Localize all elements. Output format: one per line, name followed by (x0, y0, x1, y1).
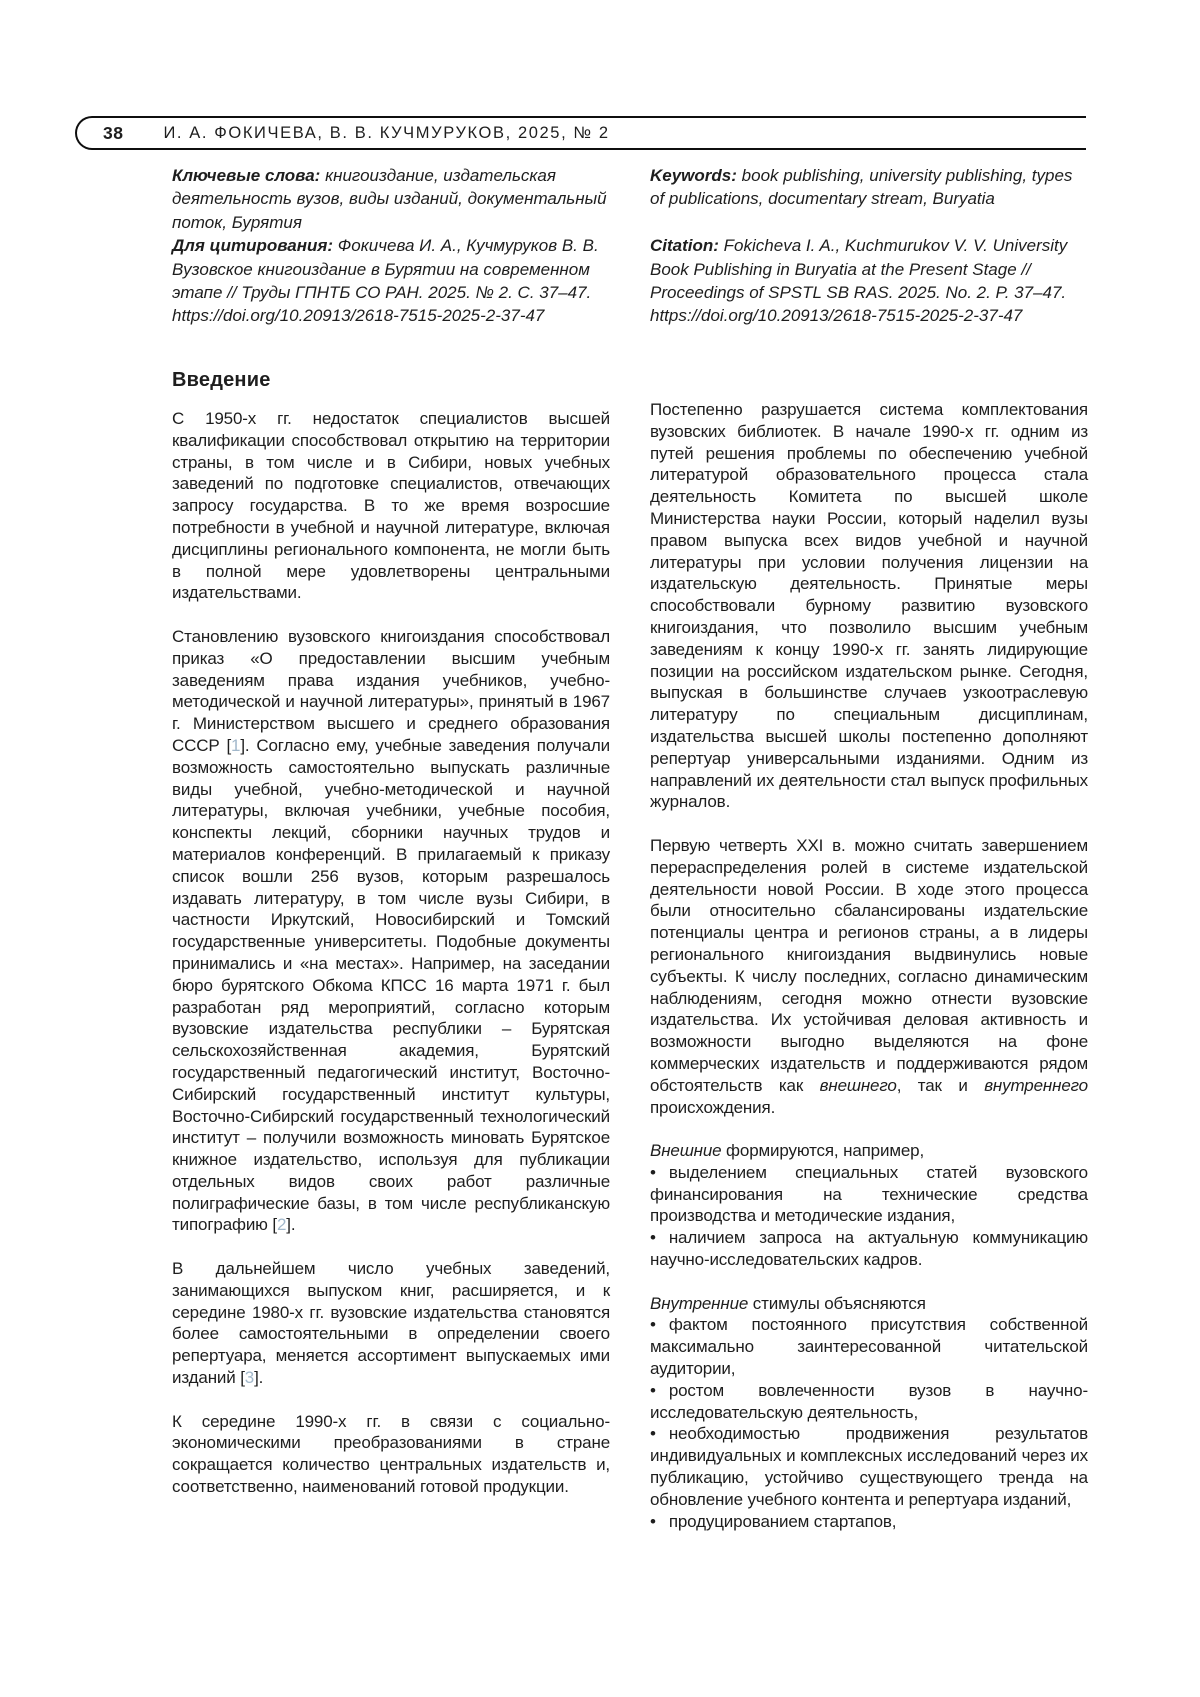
keywords-ru (172, 164, 610, 234)
bullet-item: • ростом вовлеченности вузов в научно-исследовательскую деятельность, (650, 1380, 1088, 1422)
section-heading: Введение (172, 369, 271, 391)
list-intro: Внешние формируются, например, (650, 1141, 925, 1161)
reference-link[interactable]: [1] (226, 735, 245, 755)
keywords-en-text: book publishing, university publishing, types of publications, documentary stream, Buryatia (650, 166, 1073, 209)
page-header (75, 116, 1086, 150)
citation-en (650, 234, 1088, 328)
left-column (172, 352, 610, 1532)
citation-en-text: Fokicheva I. A., Kuchmurukov V. V. University Book Publishing in Buryatia at the Present Stage // Proceedings of SPSTL SB RAS. 2025. No. 2. P. 37–47. https://doi.org/10.20913/2618-7515-2025-2-37-47 (650, 236, 1068, 326)
reference-link[interactable]: [3] (240, 1368, 259, 1388)
list-intro: Внутренние стимулы объясняются (650, 1293, 926, 1313)
keywords-en (650, 164, 1088, 211)
bullet-item: • наличием запроса на актуальную коммуникацию научно-исследовательских кадров. (650, 1228, 1088, 1270)
citation-ru (172, 234, 610, 328)
paragraph: К середине 1990-х гг. в связи с социально-экономическими преобразованиями в стране сокращается количество центральных издательств и, соответственно, наименований готовой продукции. (172, 1411, 610, 1497)
citation-ru-text: Фокичева И. А., Кучмуруков В. В. Вузовское книгоиздание в Бурятии на современном этапе // Труды ГПНТБ СО РАН. 2025. № 2. С. 37–47. https://doi.org/10.20913/2618-7515-2025-2-37-47 (172, 236, 599, 326)
meta-row (172, 164, 1088, 328)
paragraph: С 1950-х гг. недостаток специалистов высшей квалификации способствовал открытию на территории страны, в том числе и в Сибири, новых учебных заведений по подготовке специалистов, отвечающих запросу государства. В то же время возросшие потребности в учебной и научной литературе, включая дисциплины регионального компонента, не могли быть в полной мере удовлетворены центральными издательствами. (172, 409, 610, 603)
paragraph: Постепенно разрушается система комплектования вузовских библиотек. В начале 1990-х гг. одним из путей решения проблемы по обеспечению учебной литературой образовательного процесса стала деятельность Комитета по высшей школе Министерства науки России, который наделил вузы правом выпуска всех видов учебной и научной литературы при условии получения лицензии на издательскую деятельность. Принятые меры способствовали бурному развитию вузовского книгоиздания, что позволило высшим учебным заведениям к концу 1990-х гг. занять лидирующие позиции на российском издательском рынке. Сегодня, выпуская в большинстве случаев узкоотраслевую литературу по специальным дисциплинам, издательства высшей школы постепенно дополняют репертуар универсальными изданиями. Одним из направлений их деятельности стал выпуск профильных журналов. (650, 400, 1088, 812)
keywords-en-label: Keywords: (650, 166, 737, 185)
reference-link[interactable]: [2] (272, 1215, 291, 1235)
meta-block-ru (172, 164, 610, 328)
running-head: И. А. ФОКИЧЕВА, В. В. КУЧМУРУКОВ, 2025, № 2 (163, 123, 610, 142)
bullet-item: • выделением специальных статей вузовского финансирования на технические средства производства и методические издания, (650, 1162, 1088, 1226)
bullet-item: • необходимостью продвижения результатов индивидуальных и комплексных исследований через их публикацию, устойчиво существующего тренда на обновление учебного контента и репертуара изданий, (650, 1424, 1088, 1509)
article-body (172, 352, 1088, 1532)
paragraph: Становлению вузовского книгоиздания способствовал приказ «О предоставлении высшим учебным заведениям права издания учебников, учебно-методической и научной литературы», принятый в 1967 г. Министерством высшего и среднего образования СССР [1]. Согласно ему, учебные заведения получали возможность самостоятельно выпускать различные виды учебной, учебно-методической и научной литературы, включая учебники, учебные пособия, конспекты лекций, сборники научных трудов и материалов конференций. В прилагаемый к приказу список вошли 256 вузов, которым разрешалось издавать литературу, в том числе вузы Сибири, в частности Иркутский, Новосибирский и Томский государственные университеты. Подобные документы принимались и «на местах». Например, на заседании бюро бурятского Обкома КПСС 16 марта 1971 г. был разработан ряд мероприятий, согласно которым вузовские издательства республики – Бурятская сельскохозяйственная академия, Бурятский государственный педагогический институт, Восточно-Сибирский государственный институт культуры, Восточно-Сибирский государственный технологический институт – получили возможность миновать Бурятское книжное издательство, используя для публикации отдельных видов своих работ различные полиграфические базы, в том числе республиканскую типографию [2]. (172, 626, 610, 1235)
meta-block-en (650, 164, 1088, 328)
bullet-item: • фактом постоянного присутствия собственной максимально заинтересованной читательской аудитории, (650, 1315, 1088, 1379)
citation-ru-label: Для цитирования: (172, 236, 334, 256)
keywords-ru-label: Ключевые слова: (172, 166, 321, 185)
citation-en-label: Citation: (650, 236, 719, 256)
bullet-item: • продуцированием стартапов, (650, 1511, 897, 1531)
keywords-ru-text: книгоиздание, издательская деятельность вузов, виды изданий, документальный поток, Бурятия (172, 166, 607, 232)
paragraph: В дальнейшем число учебных заведений, занимающихся выпуском книг, расширяется, и к середине 1980-х гг. вузовские издательства становятся более самостоятельными в определении своего репертуара, меняется ассортимент выпускаемых ими изданий [3]. (172, 1259, 610, 1388)
right-column (650, 352, 1088, 1532)
paragraph: Первую четверть XXI в. можно считать завершением перераспределения ролей в системе издательской деятельности новой России. В ходе этого процесса были относительно сбалансированы издательские потенциалы центра и регионов страны, а в лидеры регионального книгоиздания выдвинулись новые субъекты. К числу последних, согласно динамическим наблюдениям, сегодня можно отнести вузовские издательства. Их устойчивая деловая активность и возможности выгодно выделяются на фоне коммерческих издательств и поддерживаются рядом обстоятельств как внешнего, так и внутреннего происхождения. (650, 835, 1088, 1117)
page-number: 38 (103, 122, 124, 143)
